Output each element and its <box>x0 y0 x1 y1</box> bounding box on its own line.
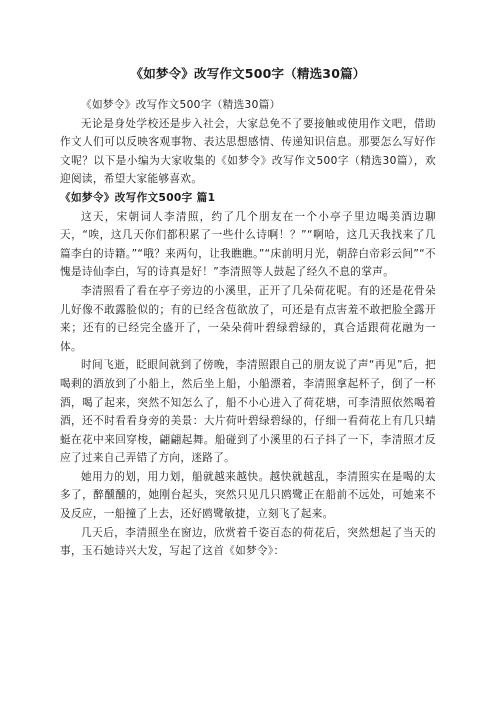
body-paragraph: 几天后，李清照坐在窗边，欣赏着千姿百态的荷花后，突然想起了当天的事，玉石她诗兴大发，写起了这首《如梦令》： <box>60 526 436 558</box>
body-paragraph: 李清照看了看在亭子旁边的小溪里，正开了几朵荷花呢。有的还是花骨朵儿好像不敢露脸似的；有的已经含苞欲放了，可还是有点害羞不敢把脸全露开来；还有的已经完全盛开了，一朵朵荷叶碧绿碧绿的，真合适跟荷花融为一体。 <box>60 284 436 353</box>
section-heading: 《如梦令》改写作文500字 篇1 <box>60 191 216 204</box>
document-title: 《如梦令》改写作文500字（精选30篇） <box>130 66 366 81</box>
body-paragraph: 这天，宋朝词人李清照，约了几个朋友在一个小亭子里边喝美酒边聊天，“唉，这几天你们都积累了一些什么诗啊！？”“啊哈，这几天我找来了几篇李白的诗籍。”“哦？来两句，让我瞧瞧。”“床前明月光，朝辞白帝彩云间”“不愧是诗仙李白，写的诗真是好！”李清照等人鼓起了经久不息的掌声。 <box>60 210 436 279</box>
body-paragraph: 她用力的划，用力划，船就越来越快。越快就越乱，李清照实在是喝的太多了，醉醺醺的，她刚台起头，突然只见几只鸥鹭正在船前不远处，可她来不及反应，一船撞了上去，还好鸥鹭敏捷，立刻飞了起来。 <box>60 470 436 521</box>
subtitle-paragraph: 《如梦令》改写作文500字（精选30篇） <box>81 99 281 111</box>
body-paragraph: 时间飞逝，眨眼间就到了傍晚，李清照跟自己的朋友说了声“再见”后，把喝剩的酒放到了小船上，然后坐上船，小船漂着，李清照拿起杯子，倒了一杯酒，喝了起来，突然不知怎么了，船不小心进入了荷花塘，可李清照依然喝着酒，还不时看看身旁的美景：大片荷叶碧绿碧绿的，仔细一看荷花上有几只蜻蜓在花中来回穿梭，翩翩起舞。船碰到了小溪里的石子抖了一下，李清照才反应了过来自己弄错了方向，迷路了。 <box>60 359 436 465</box>
intro-paragraph: 无论是身处学校还是步入社会，大家总免不了要接触或使用作文吧，借助作文人们可以反映客观事物、表达思想感情、传递知识信息。那要怎么写好作文呢？以下是小编为大家收集的《如梦令》改写作文500字（精选30篇），欢迎阅读，希望大家能够喜欢。 <box>60 117 436 186</box>
